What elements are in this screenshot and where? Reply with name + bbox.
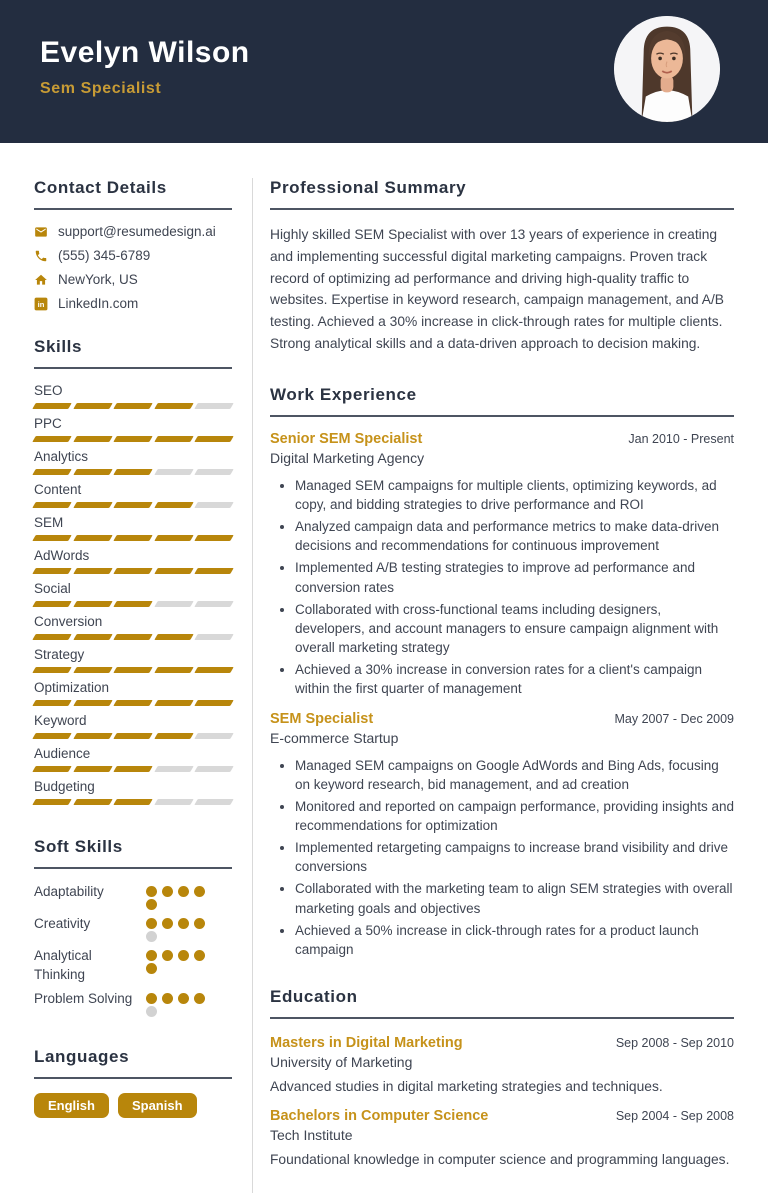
svg-text:in: in bbox=[37, 299, 45, 309]
education-section bbox=[270, 987, 734, 1167]
skill-row bbox=[34, 548, 232, 574]
education-head bbox=[270, 1035, 734, 1051]
skill-row bbox=[34, 713, 232, 739]
skill-row bbox=[34, 581, 232, 607]
soft-skill-dots bbox=[146, 883, 212, 910]
skills-section bbox=[34, 337, 232, 805]
summary-section bbox=[270, 178, 734, 355]
soft-skill-row bbox=[34, 990, 232, 1017]
job-company: E-commerce Startup bbox=[270, 729, 399, 746]
skill-level-bar bbox=[34, 766, 232, 772]
skill-level-bar bbox=[34, 799, 232, 805]
skill-name: Conversion bbox=[34, 614, 103, 629]
person-name: Evelyn Wilson bbox=[40, 36, 250, 69]
education-entry bbox=[270, 1108, 734, 1167]
institution-name: Tech Institute bbox=[270, 1127, 353, 1144]
portrait-illustration bbox=[614, 16, 720, 122]
person-job-title: Sem Specialist bbox=[40, 80, 162, 97]
home-icon bbox=[34, 273, 48, 287]
education-entry bbox=[270, 1035, 734, 1094]
skill-level-bar bbox=[34, 469, 232, 475]
job-bullet: • Monitored and reported on campaign performance, providing insights and recommendations for optimization bbox=[295, 797, 734, 835]
skill-row bbox=[34, 515, 232, 541]
contact-linkedin-text: LinkedIn.com bbox=[58, 296, 139, 311]
institution-name: University of Marketing bbox=[270, 1054, 413, 1071]
skill-row bbox=[34, 647, 232, 673]
skill-name: Strategy bbox=[34, 647, 85, 662]
contact-phone bbox=[34, 248, 232, 263]
phone-icon bbox=[34, 249, 48, 263]
skill-level-bar bbox=[34, 601, 232, 607]
soft-skill-name: Creativity bbox=[34, 916, 91, 931]
contact-email-text: support@resumedesign.ai bbox=[58, 224, 216, 239]
education-heading: Education bbox=[270, 987, 734, 1019]
job-entry bbox=[270, 711, 734, 960]
job-head bbox=[270, 431, 734, 447]
job-bullet: • Implemented A/B testing strategies to improve ad performance and conversion rates bbox=[295, 558, 734, 596]
contact-linkedin[interactable] bbox=[34, 296, 232, 311]
skill-level-bar bbox=[34, 733, 232, 739]
education-dates: Sep 2004 - Sep 2008 bbox=[615, 1109, 734, 1124]
skill-name: AdWords bbox=[34, 548, 90, 563]
experience-section bbox=[270, 385, 734, 959]
soft-skill-dots bbox=[146, 915, 212, 942]
skill-row bbox=[34, 383, 232, 409]
contact-section bbox=[34, 178, 232, 311]
header-text-block bbox=[40, 36, 250, 98]
job-bullet: • Managed SEM campaigns for multiple clients, optimizing keywords, ad copy, and bidding strategies to drive performance and ROI bbox=[295, 476, 734, 514]
job-dates: May 2007 - Dec 2009 bbox=[614, 711, 734, 726]
contact-email[interactable] bbox=[34, 224, 232, 239]
job-bullet: • Achieved a 30% increase in conversion rates for a client's campaign within the first quarter of management bbox=[295, 660, 734, 698]
languages-section bbox=[34, 1047, 232, 1118]
job-title: SEM Specialist bbox=[270, 710, 374, 727]
skill-name: SEO bbox=[34, 383, 63, 398]
skill-row bbox=[34, 680, 232, 706]
skill-row bbox=[34, 416, 232, 442]
contact-heading: Contact Details bbox=[34, 178, 232, 210]
skill-row bbox=[34, 614, 232, 640]
skill-name: Keyword bbox=[34, 713, 87, 728]
education-description: Advanced studies in digital marketing strategies and techniques. bbox=[270, 1079, 663, 1095]
profile-photo bbox=[614, 16, 720, 122]
skill-row bbox=[34, 779, 232, 805]
skill-level-bar bbox=[34, 700, 232, 706]
degree-title: Bachelors in Computer Science bbox=[270, 1108, 489, 1125]
soft-skills-heading: Soft Skills bbox=[34, 837, 232, 869]
job-bullet: • Collaborated with the marketing team to align SEM strategies with overall marketing goals and objectives bbox=[295, 879, 734, 917]
skill-name: PPC bbox=[34, 416, 62, 431]
job-company: Digital Marketing Agency bbox=[270, 449, 425, 466]
skill-level-bar bbox=[34, 502, 232, 508]
skill-name: Audience bbox=[34, 746, 91, 761]
page-body bbox=[0, 143, 768, 1193]
language-pill-spanish[interactable]: Spanish bbox=[118, 1093, 197, 1118]
soft-skills-section bbox=[34, 837, 232, 1017]
skill-row bbox=[34, 482, 232, 508]
skill-level-bar bbox=[34, 403, 232, 409]
education-dates: Sep 2008 - Sep 2010 bbox=[615, 1036, 734, 1051]
soft-skill-name: Problem Solving bbox=[34, 990, 133, 1006]
skill-name: Social bbox=[34, 581, 71, 596]
skill-name: Content bbox=[34, 482, 82, 497]
job-bullet: • Managed SEM campaigns on Google AdWords and Bing Ads, focusing on keyword research, bid management, and ad creation bbox=[295, 756, 734, 794]
job-dates: Jan 2010 - Present bbox=[628, 431, 734, 446]
skill-name: Optimization bbox=[34, 680, 110, 695]
skill-name: SEM bbox=[34, 515, 64, 530]
languages-heading: Languages bbox=[34, 1047, 232, 1079]
linkedin-icon bbox=[34, 297, 48, 311]
soft-skill-row bbox=[34, 947, 232, 985]
job-bullet: • Achieved a 50% increase in click-through rates for a product launch campaign bbox=[295, 921, 734, 959]
soft-skill-row bbox=[34, 915, 232, 942]
job-title: Senior SEM Specialist bbox=[270, 430, 423, 447]
experience-heading: Work Experience bbox=[270, 385, 734, 417]
job-bullet: • Collaborated with cross-functional teams including designers, developers, and account managers to ensure campaign alignment with overall marketing strategy bbox=[295, 600, 734, 657]
skill-level-bar bbox=[34, 634, 232, 640]
skill-level-bar bbox=[34, 535, 232, 541]
soft-skill-dots bbox=[146, 947, 212, 974]
contact-phone-text: (555) 345-6789 bbox=[58, 248, 151, 263]
skill-level-bar bbox=[34, 568, 232, 574]
job-bullet-list bbox=[270, 756, 734, 960]
skill-level-bar bbox=[34, 436, 232, 442]
skills-heading: Skills bbox=[34, 337, 232, 369]
soft-skill-row bbox=[34, 883, 232, 910]
email-icon bbox=[34, 225, 48, 239]
job-bullet: • Implemented retargeting campaigns to increase brand visibility and drive conversions bbox=[295, 838, 734, 876]
job-bullet: • Analyzed campaign data and performance metrics to make data-driven decisions and recommendations for continuous improvement bbox=[295, 517, 734, 555]
contact-location-text: NewYork, US bbox=[58, 272, 138, 287]
skill-name: Budgeting bbox=[34, 779, 95, 794]
language-pill-list bbox=[34, 1093, 232, 1118]
language-pill-english[interactable]: English bbox=[34, 1093, 109, 1118]
sidebar bbox=[34, 178, 232, 1193]
degree-title: Masters in Digital Marketing bbox=[270, 1035, 463, 1052]
skill-row bbox=[34, 746, 232, 772]
education-head bbox=[270, 1108, 734, 1124]
summary-heading: Professional Summary bbox=[270, 178, 734, 210]
skill-level-bar bbox=[34, 667, 232, 673]
job-bullet-list bbox=[270, 476, 734, 699]
contact-location bbox=[34, 272, 232, 287]
job-head bbox=[270, 711, 734, 727]
soft-skill-name: Adaptability bbox=[34, 884, 104, 899]
education-description: Foundational knowledge in computer science and programming languages. bbox=[270, 1152, 730, 1168]
skill-row bbox=[34, 449, 232, 475]
summary-text: Highly skilled SEM Specialist with over 13 years of experience in creating and implementing successful digital marketing campaigns. Proven track record of optimizing ad performance and driving high-quality traffic to websites. Expertise in keyword research, campaign management, and A/B testing. Achieved a 30% increase in click-through rates for multiple clients. Strong analytical skills and a data-driven approach to decision making. bbox=[270, 227, 724, 351]
job-entry bbox=[270, 431, 734, 699]
soft-skill-name: Analytical Thinking bbox=[34, 948, 92, 982]
resume-header bbox=[0, 0, 768, 143]
skill-name: Analytics bbox=[34, 449, 89, 464]
main-column bbox=[253, 178, 734, 1193]
soft-skill-dots bbox=[146, 990, 212, 1017]
